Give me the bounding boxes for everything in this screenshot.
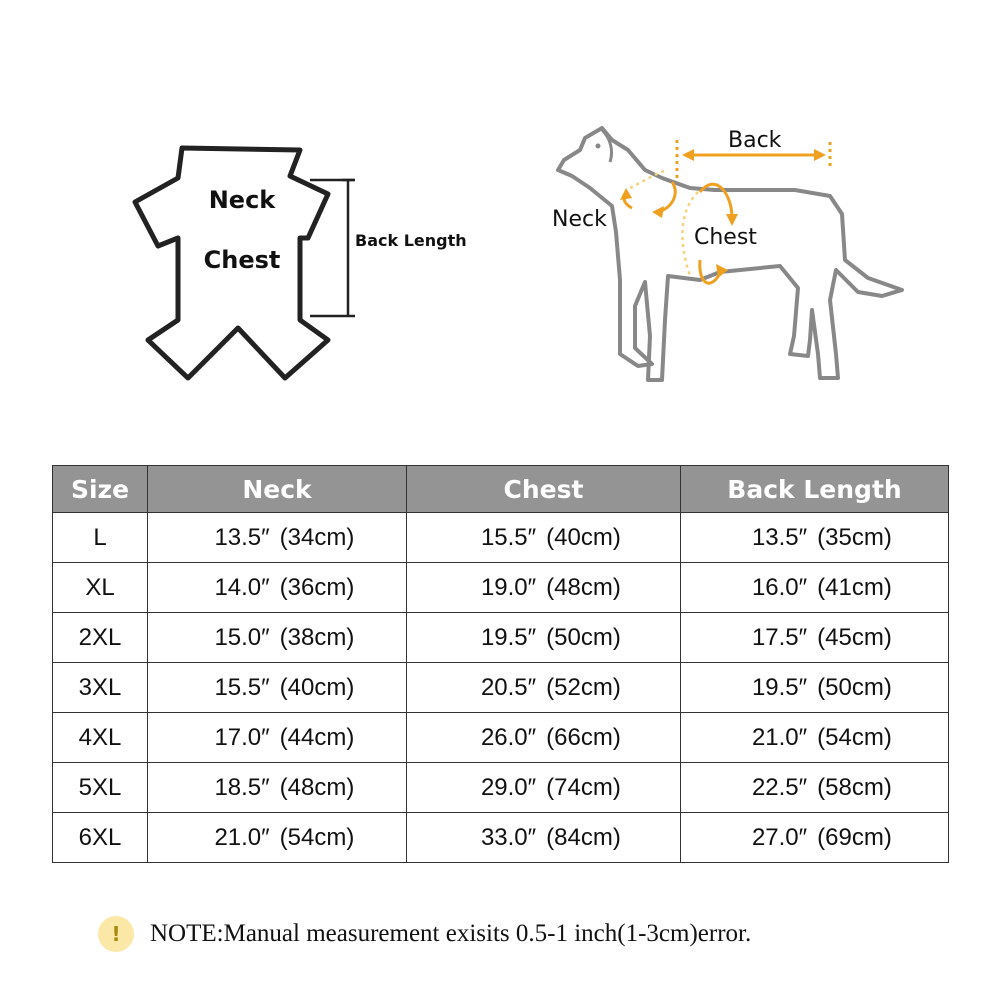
back-cell: [681, 763, 949, 813]
header-size: Size: [53, 466, 148, 513]
back-inches: 21.0″: [751, 723, 808, 751]
neck-inches: 14.0″: [214, 573, 270, 601]
chest-cm: (84cm): [546, 823, 621, 851]
back-cm: (41cm): [817, 573, 892, 601]
garment-diagram: [120, 130, 480, 400]
chest-cm: (52cm): [546, 673, 621, 701]
chest-cm: (48cm): [546, 573, 621, 601]
header-back-length: Back Length: [681, 466, 949, 513]
chest-cell: [407, 613, 681, 663]
chest-cell: [407, 563, 681, 613]
garment-chest-label: Chest: [203, 246, 281, 274]
neck-cell: [148, 663, 407, 713]
chest-inches: 29.0″: [480, 773, 537, 801]
header-chest: Chest: [407, 466, 681, 513]
neck-cell: [148, 713, 407, 763]
warning-icon: !: [98, 916, 134, 952]
back-cell: [681, 613, 949, 663]
table-header-row: [53, 466, 949, 513]
neck-cm: (36cm): [279, 573, 355, 601]
table-row: [53, 763, 949, 813]
neck-cm: (48cm): [279, 773, 355, 801]
back-cm: (35cm): [817, 523, 892, 551]
chest-inches: 19.0″: [480, 573, 537, 601]
neck-cm: (38cm): [279, 623, 355, 651]
back-inches: 16.0″: [751, 573, 808, 601]
neck-inches: 18.5″: [214, 773, 270, 801]
chest-cell: [407, 813, 681, 863]
back-inches: 22.5″: [751, 773, 808, 801]
chest-cm: (50cm): [546, 623, 621, 651]
garment-neck-label: Neck: [208, 186, 276, 214]
size-cell: XL: [53, 563, 148, 613]
dog-eye: [596, 144, 601, 149]
table-row: [53, 713, 949, 763]
neck-cm: (44cm): [279, 723, 355, 751]
back-cell: [681, 713, 949, 763]
dog-neck-label: Neck: [552, 207, 607, 232]
chest-inches: 26.0″: [480, 723, 537, 751]
chest-inches: 15.5″: [480, 523, 537, 551]
table-row: [53, 513, 949, 563]
table-row: [53, 813, 949, 863]
neck-inches: 15.5″: [214, 673, 270, 701]
measurement-note: [98, 914, 751, 954]
note-text: NOTE:Manual measurement exisits 0.5-1 inch(1-3cm)error.: [150, 920, 752, 947]
size-cell: 4XL: [53, 713, 148, 763]
neck-cell: [148, 563, 407, 613]
size-cell: L: [53, 513, 148, 563]
chest-cm: (74cm): [546, 773, 621, 801]
back-inches: 13.5″: [751, 523, 808, 551]
table-row: [53, 563, 949, 613]
size-cell: 6XL: [53, 813, 148, 863]
size-chart-table: [52, 465, 949, 863]
back-inches: 17.5″: [751, 623, 808, 651]
back-cm: (58cm): [817, 773, 892, 801]
chest-cell: [407, 663, 681, 713]
chest-arrowhead-2: [716, 264, 728, 278]
back-cell: [681, 813, 949, 863]
neck-cell: [148, 513, 407, 563]
chest-inches: 20.5″: [480, 673, 537, 701]
size-cell: 3XL: [53, 663, 148, 713]
back-cm: (54cm): [817, 723, 892, 751]
neck-cell: [148, 763, 407, 813]
dog-outline: [558, 128, 902, 380]
back-cm: (50cm): [817, 673, 892, 701]
neck-inches: 21.0″: [214, 823, 270, 851]
table-row: [53, 663, 949, 713]
neck-arrowhead: [652, 206, 664, 218]
neck-cm: (40cm): [279, 673, 355, 701]
neck-inches: 17.0″: [214, 723, 270, 751]
neck-arrowhead-2: [620, 188, 632, 200]
back-cell: [681, 563, 949, 613]
table-row: [53, 613, 949, 663]
chest-inches: 33.0″: [480, 823, 537, 851]
chest-cm: (66cm): [546, 723, 621, 751]
neck-cm: (54cm): [279, 823, 355, 851]
neck-cm: (34cm): [279, 523, 355, 551]
back-inches: 19.5″: [751, 673, 808, 701]
dog-chest-label: Chest: [694, 225, 757, 250]
back-cm: (69cm): [817, 823, 892, 851]
chest-cm: (40cm): [546, 523, 621, 551]
neck-inches: 15.0″: [214, 623, 270, 651]
neck-cell: [148, 813, 407, 863]
back-cell: [681, 513, 949, 563]
chest-cell: [407, 713, 681, 763]
chest-inches: 19.5″: [480, 623, 537, 651]
chest-cell: [407, 513, 681, 563]
chest-cell: [407, 763, 681, 813]
back-cm: (45cm): [817, 623, 892, 651]
garment-back-length-label: Back Length: [355, 231, 467, 250]
dog-back-label: Back: [728, 128, 782, 153]
neck-inches: 13.5″: [214, 523, 270, 551]
header-neck: Neck: [148, 466, 407, 513]
back-cell: [681, 663, 949, 713]
back-inches: 27.0″: [751, 823, 808, 851]
neck-cell: [148, 613, 407, 663]
size-cell: 5XL: [53, 763, 148, 813]
size-cell: 2XL: [53, 613, 148, 663]
dog-diagram: [540, 110, 930, 410]
